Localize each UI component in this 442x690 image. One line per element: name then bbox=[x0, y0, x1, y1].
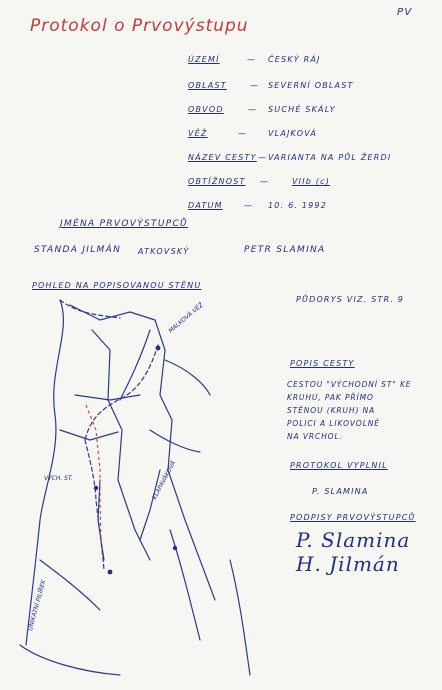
field-label-oblast: OBLAST bbox=[188, 81, 227, 90]
route-line bbox=[85, 440, 104, 570]
sketch-outline bbox=[26, 300, 63, 645]
sketch-outline bbox=[150, 430, 200, 452]
sketch-outline bbox=[20, 645, 120, 675]
climber-name: STANDA JILMÁN bbox=[34, 245, 122, 255]
description-line: STĚNOU (KRUH) NA bbox=[287, 406, 376, 415]
description-line: CESTOU "VÝCHODNÍ ST" KE bbox=[287, 380, 412, 389]
field-dash: — bbox=[247, 55, 257, 64]
field-label-obvod: OBVOD bbox=[188, 105, 224, 114]
field-label-vez: VĚŽ bbox=[188, 129, 208, 138]
sketch-outline bbox=[40, 560, 100, 610]
field-value-datum: 10. 6. 1992 bbox=[268, 201, 328, 210]
field-dash: — bbox=[260, 177, 270, 186]
sketch-outline bbox=[165, 360, 210, 395]
field-dash: — bbox=[258, 153, 268, 162]
plan-note: PŮDORYS VIZ. STR. 9 bbox=[296, 295, 405, 304]
field-dash: — bbox=[248, 105, 258, 114]
signatures-heading: PODPISY PRVOVÝSTUPCŮ bbox=[290, 513, 416, 522]
sketch-label-middle: KLAPAVÁKOVÁ bbox=[151, 459, 178, 501]
field-value-uzemi: ČESKÝ RÁJ bbox=[268, 55, 321, 64]
field-dash: — bbox=[244, 201, 254, 210]
signature: H. Jilmán bbox=[296, 552, 400, 576]
field-value-oblast: SEVERNÍ OBLAST bbox=[268, 81, 354, 90]
field-value-obtiznost: VIIb (c) bbox=[292, 177, 331, 186]
field-value-vez: VLAJKOVÁ bbox=[268, 129, 318, 138]
view-heading: POHLED NA POPISOVANOU STĚNU bbox=[32, 281, 202, 290]
corner-mark: PV bbox=[397, 7, 413, 18]
field-value-nazev: VARIANTA NA PŮL ŽERDI bbox=[268, 153, 392, 162]
filled-by-heading: PROTOKOL VYPLNIL bbox=[290, 461, 388, 470]
field-dash: — bbox=[238, 129, 248, 138]
description-heading: POPIS CESTY bbox=[290, 359, 355, 368]
sketch-label-tower: MALKOVÁ VĚŽ bbox=[167, 301, 205, 335]
climber-name: PETR SLAMINA bbox=[244, 245, 326, 255]
description-line: NA VRCHOL. bbox=[287, 432, 343, 441]
page-title: Protokol o Prvovýstupu bbox=[30, 16, 249, 36]
climbers-heading: JMÉNA PRVOVÝSTUPCŮ bbox=[60, 219, 188, 229]
field-label-datum: DATUM bbox=[188, 201, 223, 210]
anchor-ring bbox=[173, 546, 177, 550]
sketch-outline bbox=[60, 430, 118, 440]
sketch-label-left: VÝCH. ST. bbox=[44, 475, 73, 482]
sketch-outline bbox=[140, 470, 160, 540]
field-dash: — bbox=[250, 81, 260, 90]
field-label-nazev: NÁZEV CESTY bbox=[188, 153, 257, 162]
sketch-outline bbox=[120, 330, 150, 400]
description-line: KRUHU, PAK PŘÍMO bbox=[287, 393, 374, 402]
anchor-ring bbox=[156, 346, 161, 351]
anchor-ring bbox=[108, 570, 113, 575]
sketch-outline bbox=[230, 560, 250, 675]
signature: P. Slamina bbox=[296, 528, 411, 552]
climber-name: ATKOVSKÝ bbox=[138, 247, 190, 256]
sketch-outline bbox=[98, 480, 104, 560]
field-value-obvod: SUCHÉ SKÁLY bbox=[268, 105, 336, 114]
sketch-label-bottom: UNIKÁTNÍ PILÍŘEK bbox=[27, 579, 48, 632]
route-line bbox=[85, 345, 158, 440]
filled-by-name: P. SLAMINA bbox=[312, 487, 369, 496]
field-label-obtiznost: OBTÍŽNOST bbox=[188, 177, 246, 186]
field-label-uzemi: ÚZEMÍ bbox=[188, 55, 220, 64]
anchor-ring bbox=[94, 486, 98, 490]
description-line: POLICI A LIKOVOLNĚ bbox=[287, 419, 380, 428]
